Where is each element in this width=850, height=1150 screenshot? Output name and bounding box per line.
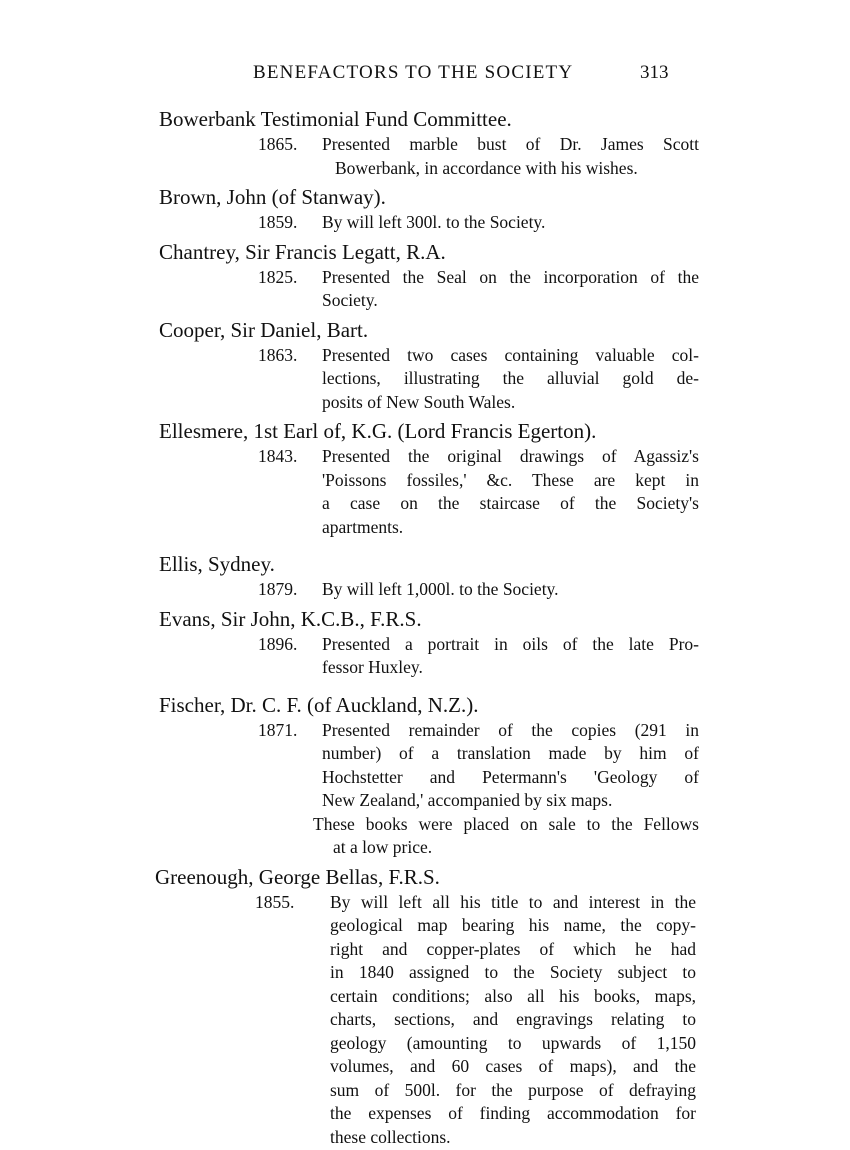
description-line: Society. — [322, 290, 378, 310]
donation-year: 1863. — [258, 344, 298, 365]
description-line: Bowerbank, in accordance with his wishes. — [335, 157, 638, 178]
description-line: right and copper-plates of which he had — [330, 938, 696, 959]
benefactor-name: Bowerbank Testimonial Fund Committee. — [159, 107, 512, 131]
benefactor-name: Brown, John (of Stanway). — [159, 185, 386, 209]
description-line: Presented remainder of the copies (291 in — [322, 719, 699, 740]
description-line: in 1840 assigned to the Society subject to — [330, 962, 696, 982]
description-line: Hochstetter and Petermann's 'Geology of — [322, 766, 699, 787]
donation-note — [313, 813, 699, 860]
donation-record — [0, 133, 850, 180]
donation-record — [0, 344, 850, 415]
benefactor-entry — [0, 317, 850, 415]
description-line: Presented marble bust of Dr. James Scott — [322, 134, 699, 154]
description-line: these collections. — [330, 1126, 451, 1147]
donation-record — [0, 266, 850, 313]
description-line: a case on the staircase of the Society's — [322, 493, 699, 513]
benefactor-entry — [0, 692, 850, 860]
donation-record — [0, 719, 850, 860]
donation-description — [322, 266, 699, 313]
description-line: By will left all his title to and interest in the — [330, 891, 696, 912]
donation-year: 1859. — [258, 212, 298, 232]
donation-year: 1855. — [255, 891, 295, 912]
description-line: By will left 1,000l. to the Society. — [322, 579, 559, 599]
running-title: BENEFACTORS TO THE SOCIETY — [253, 62, 574, 83]
donation-description — [322, 578, 699, 602]
benefactor-list — [0, 106, 850, 1149]
benefactor-entry — [0, 418, 850, 539]
benefactor-entry — [0, 239, 850, 313]
donation-year: 1825. — [258, 266, 298, 287]
description-line: charts, sections, and engravings relating to — [330, 1009, 696, 1029]
benefactor-entry — [0, 106, 850, 180]
donation-record — [0, 211, 850, 235]
description-line: Presented two cases containing valuable col- — [322, 344, 699, 365]
benefactor-name: Evans, Sir John, K.C.B., F.R.S. — [159, 606, 422, 631]
benefactor-entry — [0, 864, 850, 1150]
note-line: These books were placed on sale to the Fellows — [313, 813, 699, 834]
benefactor-name: Fischer, Dr. C. F. (of Auckland, N.Z.). — [159, 692, 479, 717]
benefactor-entry — [0, 606, 850, 680]
donation-description — [322, 445, 699, 539]
benefactor-name: Ellis, Sydney. — [159, 552, 275, 576]
description-line: geology (amounting to upwards of 1,150 — [330, 1032, 696, 1053]
donation-year: 1871. — [258, 719, 298, 740]
note-line: at a low price. — [333, 837, 433, 857]
donation-description — [322, 211, 699, 235]
description-line: geological map bearing his name, the copy- — [330, 915, 696, 935]
donation-description — [322, 344, 699, 415]
description-line: volumes, and 60 cases of maps), and the — [330, 1056, 696, 1076]
donation-year: 1896. — [258, 633, 298, 654]
description-line: Presented the original drawings of Agassiz's — [322, 446, 699, 466]
donation-record — [0, 445, 850, 539]
description-line: lections, illustrating the alluvial gold de- — [322, 368, 699, 388]
donation-year: 1879. — [258, 579, 298, 599]
benefactor-name: Chantrey, Sir Francis Legatt, R.A. — [159, 239, 446, 264]
benefactor-name: Ellesmere, 1st Earl of, K.G. (Lord Francis Egerton). — [159, 419, 597, 443]
donation-description — [322, 133, 699, 180]
description-line: Presented a portrait in oils of the late Pro- — [322, 633, 699, 654]
donation-record — [0, 891, 850, 1150]
description-line: sum of 500l. for the purpose of defraying — [330, 1079, 696, 1100]
description-line: New Zealand,' accompanied by six maps. — [322, 790, 613, 810]
donation-year: 1865. — [258, 134, 298, 154]
description-line: 'Poissons fossiles,' &c. These are kept in — [322, 469, 699, 490]
benefactor-entry — [0, 551, 850, 602]
page-number: 313 — [640, 62, 669, 83]
donation-record — [0, 578, 850, 602]
description-line: fessor Huxley. — [322, 657, 423, 677]
donation-description — [322, 633, 699, 680]
benefactor-name: Cooper, Sir Daniel, Bart. — [159, 317, 369, 342]
description-line: certain conditions; also all his books, maps, — [330, 985, 696, 1006]
description-line: number) of a translation made by him of — [322, 743, 699, 763]
running-head — [0, 62, 850, 92]
donation-description — [322, 719, 699, 813]
benefactor-entry — [0, 184, 850, 235]
description-line: posits of New South Wales. — [322, 391, 516, 412]
benefactor-name: Greenough, George Bellas, F.R.S. — [155, 864, 440, 889]
description-line: By will left 300l. to the Society. — [322, 212, 546, 232]
description-line: Presented the Seal on the incorporation of the — [322, 266, 699, 287]
description-line: the expenses of finding accommodation for — [330, 1103, 696, 1123]
donation-year: 1843. — [258, 446, 298, 466]
donation-record — [0, 633, 850, 680]
donation-description — [330, 891, 696, 1150]
description-line: apartments. — [322, 516, 404, 537]
